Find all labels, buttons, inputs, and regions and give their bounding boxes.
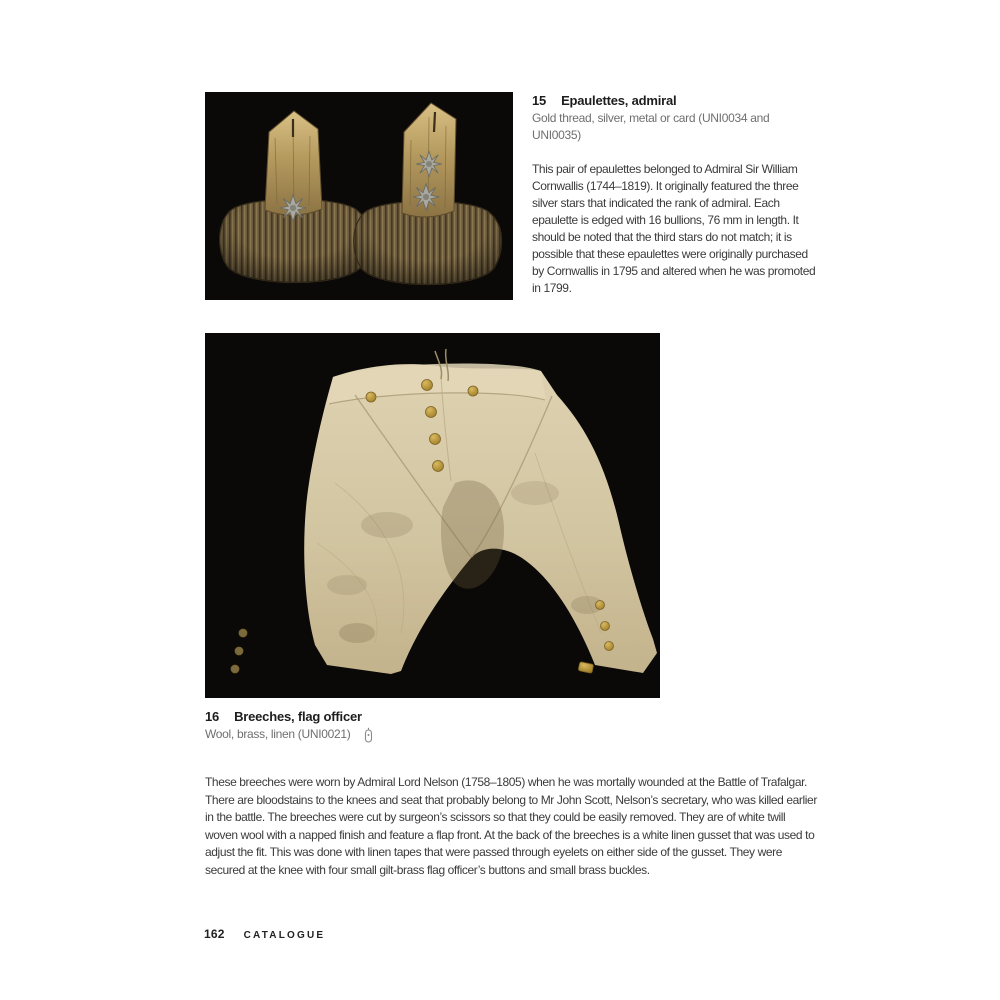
section-label: CATALOGUE (243, 930, 326, 941)
entry-title: Breeches, flag officer (234, 709, 362, 724)
epaulettes-photo (205, 92, 513, 300)
entry-16-materials (205, 726, 625, 743)
silver-star-icon (413, 184, 439, 210)
silver-star-icon (416, 151, 441, 176)
breeches-illustration (205, 333, 660, 698)
entry-title: Epaulettes, admiral (561, 93, 677, 108)
display-case-icon (363, 727, 374, 743)
entry-15 (532, 92, 820, 309)
entry-number: 16 (205, 709, 220, 724)
epaulettes-illustration (205, 92, 513, 300)
materials-text: Wool, brass, linen (UNI0021) (205, 727, 351, 741)
entry-15-materials: Gold thread, silver, metal or card (UNI0034 and UNI0035) (532, 111, 770, 142)
page-number: 162 (204, 927, 225, 941)
breeches-photo (205, 333, 660, 698)
silver-star-icon (280, 195, 306, 221)
entry-number: 15 (532, 93, 547, 108)
entry-16-caption (205, 708, 625, 743)
entry-16-description: These breeches were worn by Admiral Lord Nelson (1758–1805) when he was mortally wounded at the Battle of Trafalgar. There are bloodstains to the knees and seat that probably belong to Mr John Scott, Nelson’s secretary, who was killed earlier in the battle. The breeches were cut by surgeon’s scissors so that they could be easily removed. They are of white twill woven wool with a napped finish and feature a flap front. At the back of the breeches is a white linen gusset that was used to adjust the fit. This was done with linen tapes that were passed through eyelets on either side of the gusset. They were secured at the knee with four small gilt-brass flag officer’s buttons and small brass buckles. (205, 775, 817, 877)
entry-15-description: This pair of epaulettes belonged to Admiral Sir William Cornwallis (1744–1819). It originally featured the three silver stars that indicated the rank of admiral. Each epaulette is edged with 16 bullions, 76 mm in length. It should be noted that the third stars do not match; it is possible that these epaulettes were originally purchased by Cornwallis in 1795 and altered when he was promoted in 1799. (532, 162, 816, 295)
entry-16-heading (205, 708, 625, 725)
entry-15-heading (532, 92, 820, 109)
page-footer (204, 927, 325, 941)
